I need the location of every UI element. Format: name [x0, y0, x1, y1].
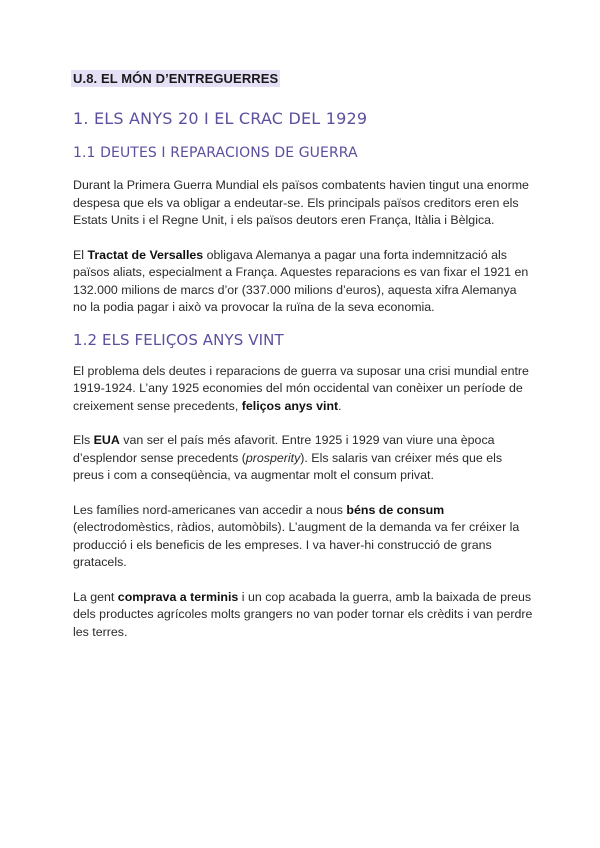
paragraph-eua	[73, 432, 533, 485]
paragraph-deutes: Durant la Primera Guerra Mundial els països combatents havien tingut una enorme despesa que els va obligar a endeutar-se. Els principals països creditors eren els Estats Units i el Regne Unit, i els països deutors eren França, Itàlia i Bèlgica.	[73, 178, 529, 227]
text-run: El problema dels deutes i reparacions de guerra va suposar una crisi mundial entre 1919-1924. L’any 1925 economies del món occidental van conèixer un període de creixement sense precedents,	[73, 363, 529, 413]
bold-term-eua: EUA	[93, 433, 120, 447]
subsection-title-deutes: 1.1 DEUTES I REPARACIONS DE GUERRA	[73, 145, 358, 161]
text-run: (electrodomèstics, ràdios, automòbils). L’augment de la demanda va fer créixer la producció i els beneficis de les empreses. I va haver-hi construcció de grans gratacels.	[73, 520, 520, 569]
text-run: Les famílies nord-americanes van accedir a nous	[73, 502, 347, 517]
text-run: La gent	[73, 589, 118, 604]
bold-term-terminis: comprava a terminis	[117, 589, 239, 604]
italic-term-prosperity: prosperity	[245, 450, 301, 465]
text-run: i un cop acabada la guerra, amb la baixada de preus dels productes agrícoles molts grangers no van poder tornar els crèdits i van perdre les terres.	[73, 589, 533, 639]
document-page	[73, 70, 533, 641]
paragraph-crisi	[73, 363, 533, 416]
text-run: El	[73, 247, 88, 262]
text-run: van ser el país més afavorit. Entre 1925 i 1929 van viure una època d’esplendor sense precedents (	[73, 433, 495, 465]
bold-term-felicos: feliços anys vint	[241, 398, 339, 413]
unit-title: U.8. EL MÓN D’ENTREGUERRES	[73, 71, 279, 86]
text-run: .	[338, 398, 342, 413]
text-run: ). Els salaris van créixer més que els preus i com a conseqüència, va augmentar molt el consum privat.	[73, 450, 503, 482]
subsection-title-felicos: 1.2 ELS FELIÇOS ANYS VINT	[73, 330, 284, 349]
bold-term-versalles: Tractat de Versalles	[87, 247, 204, 262]
section-title: 1. ELS ANYS 20 I EL CRAC DEL 1929	[73, 109, 368, 128]
text-run: obligava Alemanya a pagar una forta indemnització als països aliats, especialment a França. Aquestes reparacions es van fixar el 1921 en 132.000 milions de marcs d’or (337.000 milions d’euros), aquesta xifra Alemanya no la podia pagar i això va provocar la ruïna de la seva economia.	[73, 247, 529, 314]
bold-term-bens: béns de consum	[346, 502, 445, 517]
paragraph-versalles	[73, 247, 533, 317]
text-run: Els	[73, 433, 94, 447]
paragraph-bens-consum	[73, 502, 533, 572]
paragraph-terminis	[73, 589, 533, 642]
